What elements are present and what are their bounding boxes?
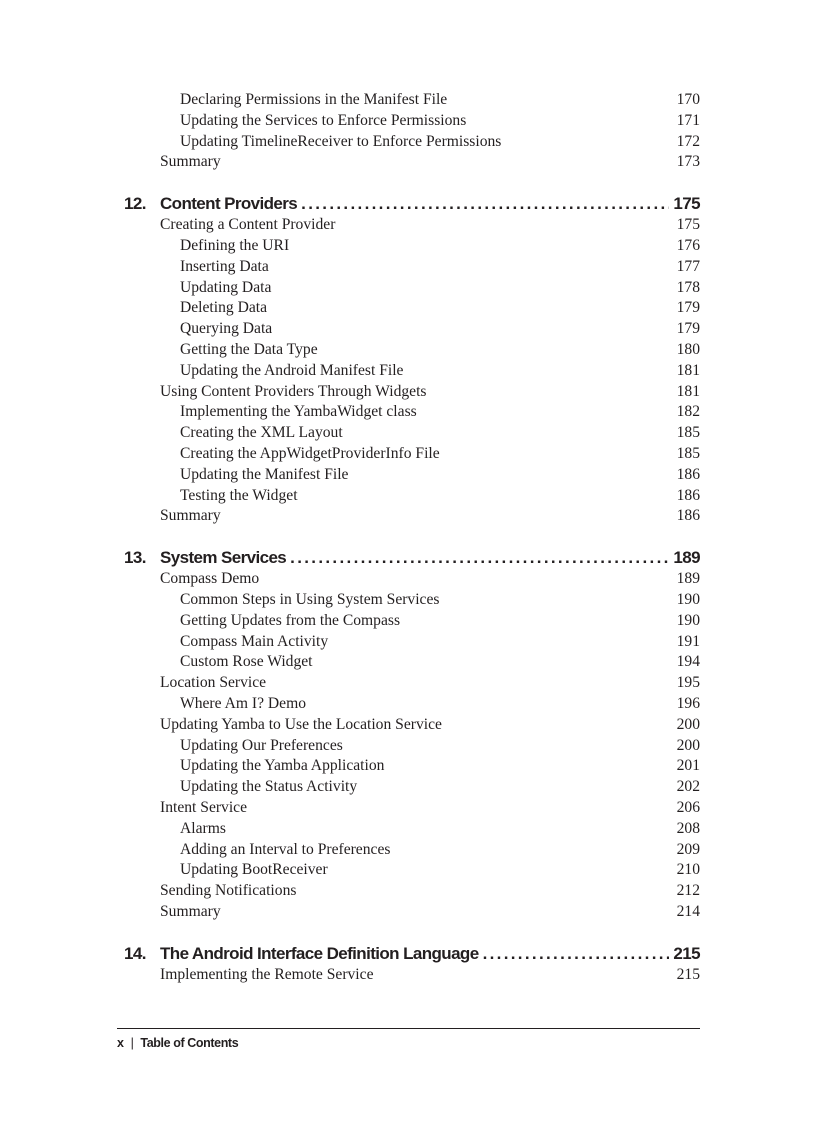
toc-entry-page: 194 [676, 653, 700, 671]
toc-subsection-entry[interactable] [118, 652, 700, 673]
toc-entry-title: Alarms [180, 819, 226, 837]
toc-entry-title: Summary [160, 902, 221, 920]
toc-entry-title: Updating Yamba to Use the Location Service [160, 715, 442, 733]
toc-entry-page: 209 [676, 840, 700, 858]
toc-subsection-entry[interactable] [118, 298, 700, 319]
toc-entry-page: 196 [676, 694, 700, 712]
dot-leader [483, 943, 670, 965]
toc-subsection-entry[interactable] [118, 756, 700, 777]
toc-entry-page: 191 [676, 632, 700, 650]
toc-entry-title: Creating the XML Layout [180, 424, 343, 442]
toc-subsection-entry[interactable] [118, 486, 700, 507]
toc-subsection-entry[interactable] [118, 90, 700, 111]
toc-subsection-entry[interactable] [118, 257, 700, 278]
toc-entry-title: Inserting Data [180, 257, 269, 275]
toc-entry-title: Updating TimelineReceiver to Enforce Permissions [180, 132, 502, 150]
toc-subsection-entry[interactable] [118, 423, 700, 444]
toc-entry-page: 186 [676, 465, 700, 483]
toc-entry-title: Creating the AppWidgetProviderInfo File [180, 444, 440, 462]
toc-entry-page: 182 [676, 403, 700, 421]
toc-entry-title: Updating the Yamba Application [180, 757, 385, 775]
toc-chapter-heading[interactable] [118, 943, 700, 965]
toc-entry-title: Updating BootReceiver [180, 861, 328, 879]
footer-divider [117, 1028, 700, 1029]
toc-subsection-entry[interactable] [118, 319, 700, 340]
toc-entry-page: 179 [676, 320, 700, 338]
toc-subsection-entry[interactable] [118, 111, 700, 132]
toc-entry-title: Using Content Providers Through Widgets [160, 382, 427, 400]
toc-subsection-entry[interactable] [118, 694, 700, 715]
toc-entry-title: Deleting Data [180, 299, 268, 317]
toc-entry-title: Defining the URI [180, 236, 290, 254]
toc-entry-page: 195 [676, 674, 700, 692]
toc-entry-page: 171 [676, 111, 700, 129]
toc-entry-title: Custom Rose Widget [180, 653, 313, 671]
toc-section-entry[interactable] [118, 798, 700, 819]
toc-entry-title: Updating the Manifest File [180, 465, 349, 483]
toc-entry-page: 186 [676, 486, 700, 504]
toc-entry-page: 177 [676, 257, 700, 275]
chapter-page: 189 [673, 548, 700, 568]
toc-entry-page: 172 [676, 132, 700, 150]
toc-subsection-entry[interactable] [118, 736, 700, 757]
toc-subsection-entry[interactable] [118, 632, 700, 653]
toc-subsection-entry[interactable] [118, 465, 700, 486]
toc-entry-title: Where Am I? Demo [180, 694, 306, 712]
chapter-number: 14. [124, 943, 146, 963]
chapter-title: The Android Interface Definition Language [160, 943, 479, 963]
dot-leader [301, 193, 669, 215]
toc-section-entry[interactable] [118, 965, 700, 986]
toc-section-entry[interactable] [118, 673, 700, 694]
toc-entry-title: Implementing the YambaWidget class [180, 403, 417, 421]
dot-leader [290, 547, 669, 569]
toc-entry-page: 170 [676, 91, 700, 108]
toc-entry-page: 208 [676, 819, 700, 837]
toc-entry-page: 206 [676, 798, 700, 816]
footer-section-title: Table of Contents [140, 1036, 239, 1050]
toc-entry-title: Declaring Permissions in the Manifest File [180, 91, 448, 108]
chapter-title: Content Providers [160, 194, 298, 214]
toc-entry-page: 210 [676, 861, 700, 879]
toc-entry-title: Querying Data [180, 320, 273, 338]
toc-entry-page: 181 [676, 361, 700, 379]
toc-entry-page: 200 [676, 736, 700, 754]
toc-entry-title: Compass Main Activity [180, 632, 329, 650]
chapter-page: 215 [673, 943, 700, 963]
toc-entry-page: 180 [676, 340, 700, 358]
toc-section-entry[interactable] [118, 902, 700, 923]
toc-subsection-entry[interactable] [118, 361, 700, 382]
toc-section-entry[interactable] [118, 152, 700, 173]
toc-entry-page: 189 [676, 570, 700, 588]
toc-entry-page: 185 [676, 444, 700, 462]
toc-chapter-heading[interactable] [118, 547, 700, 569]
chapter-title: System Services [160, 548, 287, 568]
toc-subsection-entry[interactable] [118, 860, 700, 881]
toc-subsection-entry[interactable] [118, 444, 700, 465]
toc-subsection-entry[interactable] [118, 777, 700, 798]
toc-subsection-entry[interactable] [118, 402, 700, 423]
toc-entry-page: 181 [676, 382, 700, 400]
toc-entry-page: 190 [676, 590, 700, 608]
toc-entry-page: 175 [676, 216, 700, 234]
toc-entry-page: 200 [676, 715, 700, 733]
toc-entry-title: Testing the Widget [180, 486, 298, 504]
toc-chapter-heading[interactable] [118, 193, 700, 215]
toc-entry-title: Updating the Services to Enforce Permissions [180, 111, 467, 129]
toc-entry-page: 178 [676, 278, 700, 296]
chapter-page: 175 [673, 194, 700, 214]
toc-subsection-entry[interactable] [118, 840, 700, 861]
toc-entries [118, 90, 700, 985]
toc-entry-title: Common Steps in Using System Services [180, 590, 440, 608]
toc-entry-page: 212 [676, 882, 700, 900]
footer-separator: | [130, 1036, 134, 1050]
toc-entry-title: Getting Updates from the Compass [180, 611, 401, 629]
toc-entry-title: Creating a Content Provider [160, 216, 336, 234]
toc-subsection-entry[interactable] [118, 132, 700, 153]
toc-entry-title: Summary [160, 153, 221, 171]
toc-entry-title: Intent Service [160, 798, 248, 816]
toc-section-entry[interactable] [118, 215, 700, 236]
toc-entry-page: 202 [676, 778, 700, 796]
toc-section-entry[interactable] [118, 506, 700, 527]
toc-subsection-entry[interactable] [118, 340, 700, 361]
toc-entry-page: 201 [676, 757, 700, 775]
toc-entry-page: 179 [676, 299, 700, 317]
toc-entry-title: Compass Demo [160, 570, 260, 588]
toc-section-entry[interactable] [118, 382, 700, 403]
toc-subsection-entry[interactable] [118, 611, 700, 632]
page-footer [117, 1034, 238, 1052]
toc-entry-title: Getting the Data Type [180, 340, 318, 358]
toc-entry-title: Summary [160, 507, 221, 525]
toc-subsection-entry[interactable] [118, 819, 700, 840]
toc-entry-title: Updating the Status Activity [180, 778, 358, 796]
toc-entry-page: 214 [676, 902, 700, 920]
toc-entry-title: Updating Data [180, 278, 272, 296]
chapter-number: 12. [124, 194, 146, 214]
toc-subsection-entry[interactable] [118, 590, 700, 611]
toc-subsection-entry[interactable] [118, 236, 700, 257]
toc-section-entry[interactable] [118, 569, 700, 590]
chapter-number: 13. [124, 548, 146, 568]
toc-subsection-entry[interactable] [118, 278, 700, 299]
toc-entry-page: 186 [676, 507, 700, 525]
toc-entry-title: Implementing the Remote Service [160, 965, 374, 983]
toc-section-entry[interactable] [118, 881, 700, 902]
toc-section-entry[interactable] [118, 715, 700, 736]
toc-entry-page: 215 [676, 965, 700, 983]
toc-entry-title: Updating Our Preferences [180, 736, 343, 754]
footer-page-number: x [117, 1036, 124, 1050]
toc-entry-title: Location Service [160, 674, 267, 692]
toc-entry-title: Adding an Interval to Preferences [180, 840, 391, 858]
toc-entry-page: 185 [676, 424, 700, 442]
toc-entry-title: Updating the Android Manifest File [180, 361, 404, 379]
toc-entry-page: 190 [676, 611, 700, 629]
toc-entry-title: Sending Notifications [160, 882, 297, 900]
toc-entry-page: 176 [676, 236, 700, 254]
toc-entry-page: 173 [676, 153, 700, 171]
